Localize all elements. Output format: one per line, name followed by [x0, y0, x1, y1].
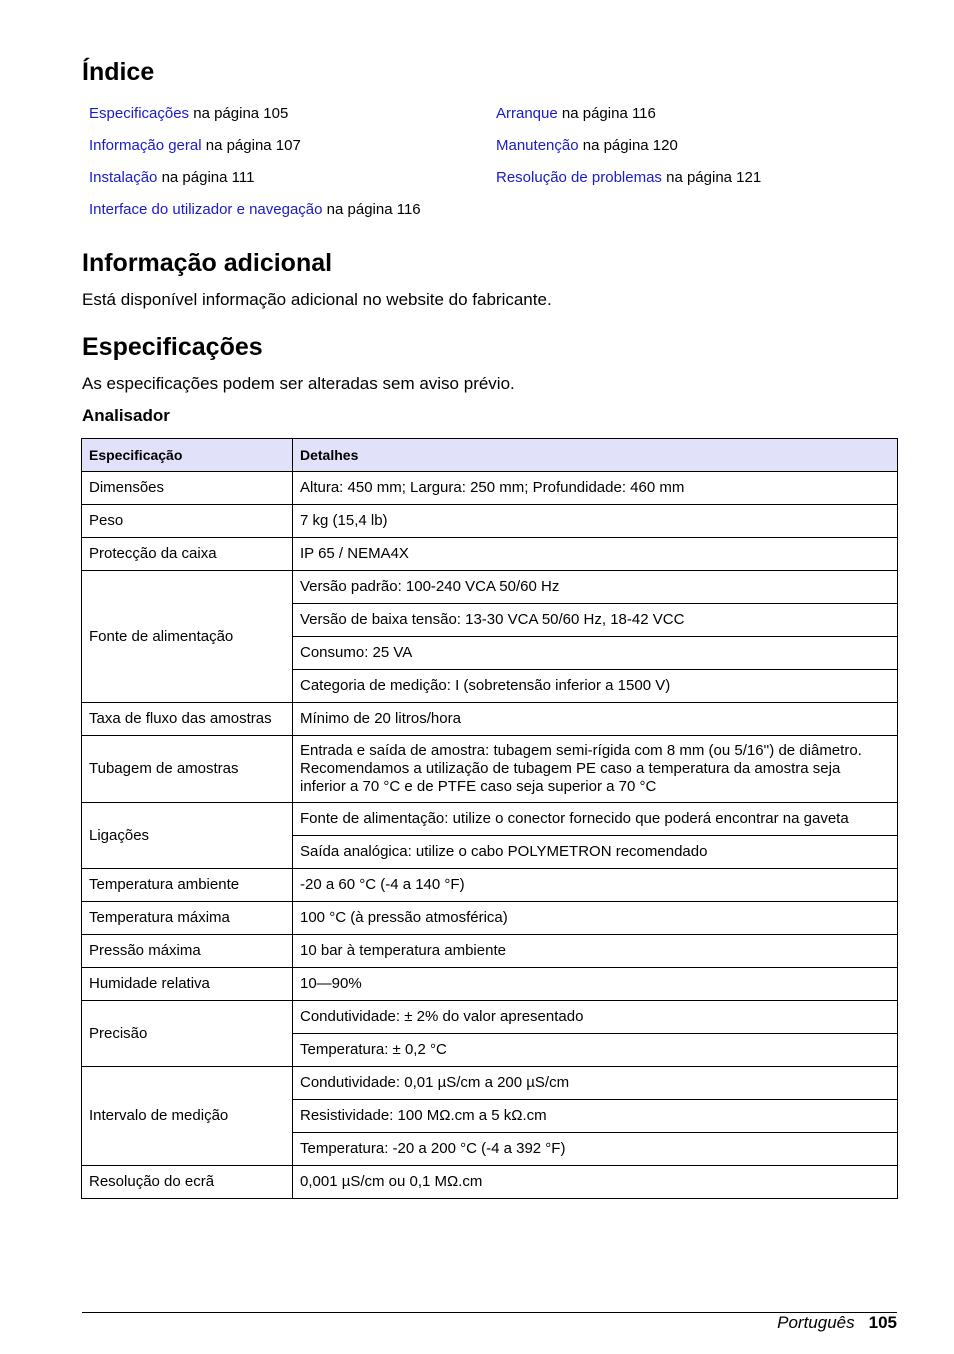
spec-detail-cell: Versão padrão: 100-240 VCA 50/60 Hz	[293, 571, 898, 604]
spec-name-cell: Pressão máxima	[82, 935, 293, 968]
spec-detail-cell: 0,001 µS/cm ou 0,1 MΩ.cm	[293, 1166, 898, 1199]
table-row	[82, 869, 898, 902]
toc-entry-user-interface	[89, 201, 421, 218]
spec-detail-cell: 10 bar à temperatura ambiente	[293, 935, 898, 968]
specifications-heading: Especificações	[82, 333, 263, 361]
spec-detail-cell: 7 kg (15,4 lb)	[293, 505, 898, 538]
table-row	[82, 538, 898, 571]
spec-name-cell: Temperatura máxima	[82, 902, 293, 935]
spec-detail-cell: IP 65 / NEMA4X	[293, 538, 898, 571]
toc-entry-troubleshooting	[496, 169, 761, 186]
footer-language: Português	[777, 1313, 855, 1332]
spec-detail-cell: Condutividade: 0,01 µS/cm a 200 µS/cm	[293, 1067, 898, 1100]
toc-page-ref: na página 116	[561, 105, 656, 122]
spec-name-cell: Fonte de alimentação	[82, 571, 293, 703]
toc-page-ref: na página 116	[326, 201, 421, 218]
specifications-text: As especificações podem ser alteradas sem aviso prévio.	[82, 374, 515, 393]
spec-detail-cell: Fonte de alimentação: utilize o conector fornecido que poderá encontrar na gaveta	[293, 803, 898, 836]
toc-page-ref: na página 105	[193, 105, 289, 122]
additional-info-text: Está disponível informação adicional no website do fabricante.	[82, 290, 552, 309]
spec-detail-cell: -20 a 60 °C (-4 a 140 °F)	[293, 869, 898, 902]
toc-link-installation[interactable]: Instalação	[89, 169, 158, 186]
spec-detail-cell: Categoria de medição: I (sobretensão inferior a 1500 V)	[293, 670, 898, 703]
spec-detail-cell: Mínimo de 20 litros/hora	[293, 703, 898, 736]
spec-name-cell: Precisão	[82, 1001, 293, 1067]
table-row	[82, 736, 898, 803]
analyzer-subheading: Analisador	[82, 406, 170, 425]
toc-link-specifications[interactable]: Especificações	[89, 105, 190, 122]
toc-entry-startup	[496, 105, 656, 122]
toc-link-general-info[interactable]: Informação geral	[89, 137, 202, 154]
spec-name-cell: Taxa de fluxo das amostras	[82, 703, 293, 736]
spec-detail-cell: Resistividade: 100 MΩ.cm a 5 kΩ.cm	[293, 1100, 898, 1133]
table-row	[82, 902, 898, 935]
spec-detail-cell: Entrada e saída de amostra: tubagem semi-rígida com 8 mm (ou 5/16'') de diâmetro. Recomendamos a utilização de tubagem PE caso a temperatura da amostra seja inferior a 70 °C e de PTFE caso seja superior a 70 °C	[293, 736, 898, 803]
table-row	[82, 935, 898, 968]
spec-name-cell: Tubagem de amostras	[82, 736, 293, 803]
spec-name-cell: Resolução do ecrã	[82, 1166, 293, 1199]
additional-info-heading: Informação adicional	[82, 249, 333, 277]
table-row	[82, 505, 898, 538]
toc-link-startup[interactable]: Arranque	[496, 105, 558, 122]
toc-link-troubleshooting[interactable]: Resolução de problemas	[496, 169, 662, 186]
column-header-specification: Especificação	[82, 439, 293, 472]
page-footer	[777, 1313, 897, 1333]
table-row	[82, 803, 898, 836]
spec-detail-cell: Consumo: 25 VA	[293, 637, 898, 670]
spec-name-cell: Dimensões	[82, 472, 293, 505]
toc-entry-specifications	[89, 105, 288, 122]
toc-entry-general-info	[89, 137, 301, 154]
spec-name-cell: Peso	[82, 505, 293, 538]
spec-detail-cell: 10—90%	[293, 968, 898, 1001]
table-row	[82, 968, 898, 1001]
table-row	[82, 1166, 898, 1199]
toc-page-ref: na página 111	[161, 169, 255, 186]
toc-page-ref: na página 107	[205, 137, 301, 154]
table-row	[82, 472, 898, 505]
table-row	[82, 1067, 898, 1100]
toc-link-maintenance[interactable]: Manutenção	[496, 137, 579, 154]
table-header-row	[82, 439, 898, 472]
toc-entry-maintenance	[496, 137, 678, 154]
spec-name-cell: Temperatura ambiente	[82, 869, 293, 902]
toc-page-ref: na página 121	[666, 169, 762, 186]
spec-detail-cell: Temperatura: -20 a 200 °C (-4 a 392 °F)	[293, 1133, 898, 1166]
spec-name-cell: Intervalo de medição	[82, 1067, 293, 1166]
table-row	[82, 571, 898, 604]
toc-page-ref: na página 120	[582, 137, 678, 154]
column-header-details: Detalhes	[293, 439, 898, 472]
table-row	[82, 1001, 898, 1034]
toc-link-user-interface[interactable]: Interface do utilizador e navegação	[89, 201, 323, 218]
spec-detail-cell: Altura: 450 mm; Largura: 250 mm; Profundidade: 460 mm	[293, 472, 898, 505]
footer-divider	[82, 1312, 897, 1313]
toc-entry-installation	[89, 169, 254, 186]
spec-name-cell: Ligações	[82, 803, 293, 869]
spec-detail-cell: Temperatura: ± 0,2 °C	[293, 1034, 898, 1067]
table-row	[82, 703, 898, 736]
spec-detail-cell: Saída analógica: utilize o cabo POLYMETRON recomendado	[293, 836, 898, 869]
spec-name-cell: Protecção da caixa	[82, 538, 293, 571]
spec-detail-cell: 100 °C (à pressão atmosférica)	[293, 902, 898, 935]
spec-name-cell: Humidade relativa	[82, 968, 293, 1001]
spec-detail-cell: Versão de baixa tensão: 13-30 VCA 50/60 Hz, 18-42 VCC	[293, 604, 898, 637]
page-number: 105	[868, 1313, 897, 1332]
specifications-table	[81, 438, 898, 1199]
index-heading: Índice	[82, 58, 155, 86]
spec-detail-cell: Condutividade: ± 2% do valor apresentado	[293, 1001, 898, 1034]
